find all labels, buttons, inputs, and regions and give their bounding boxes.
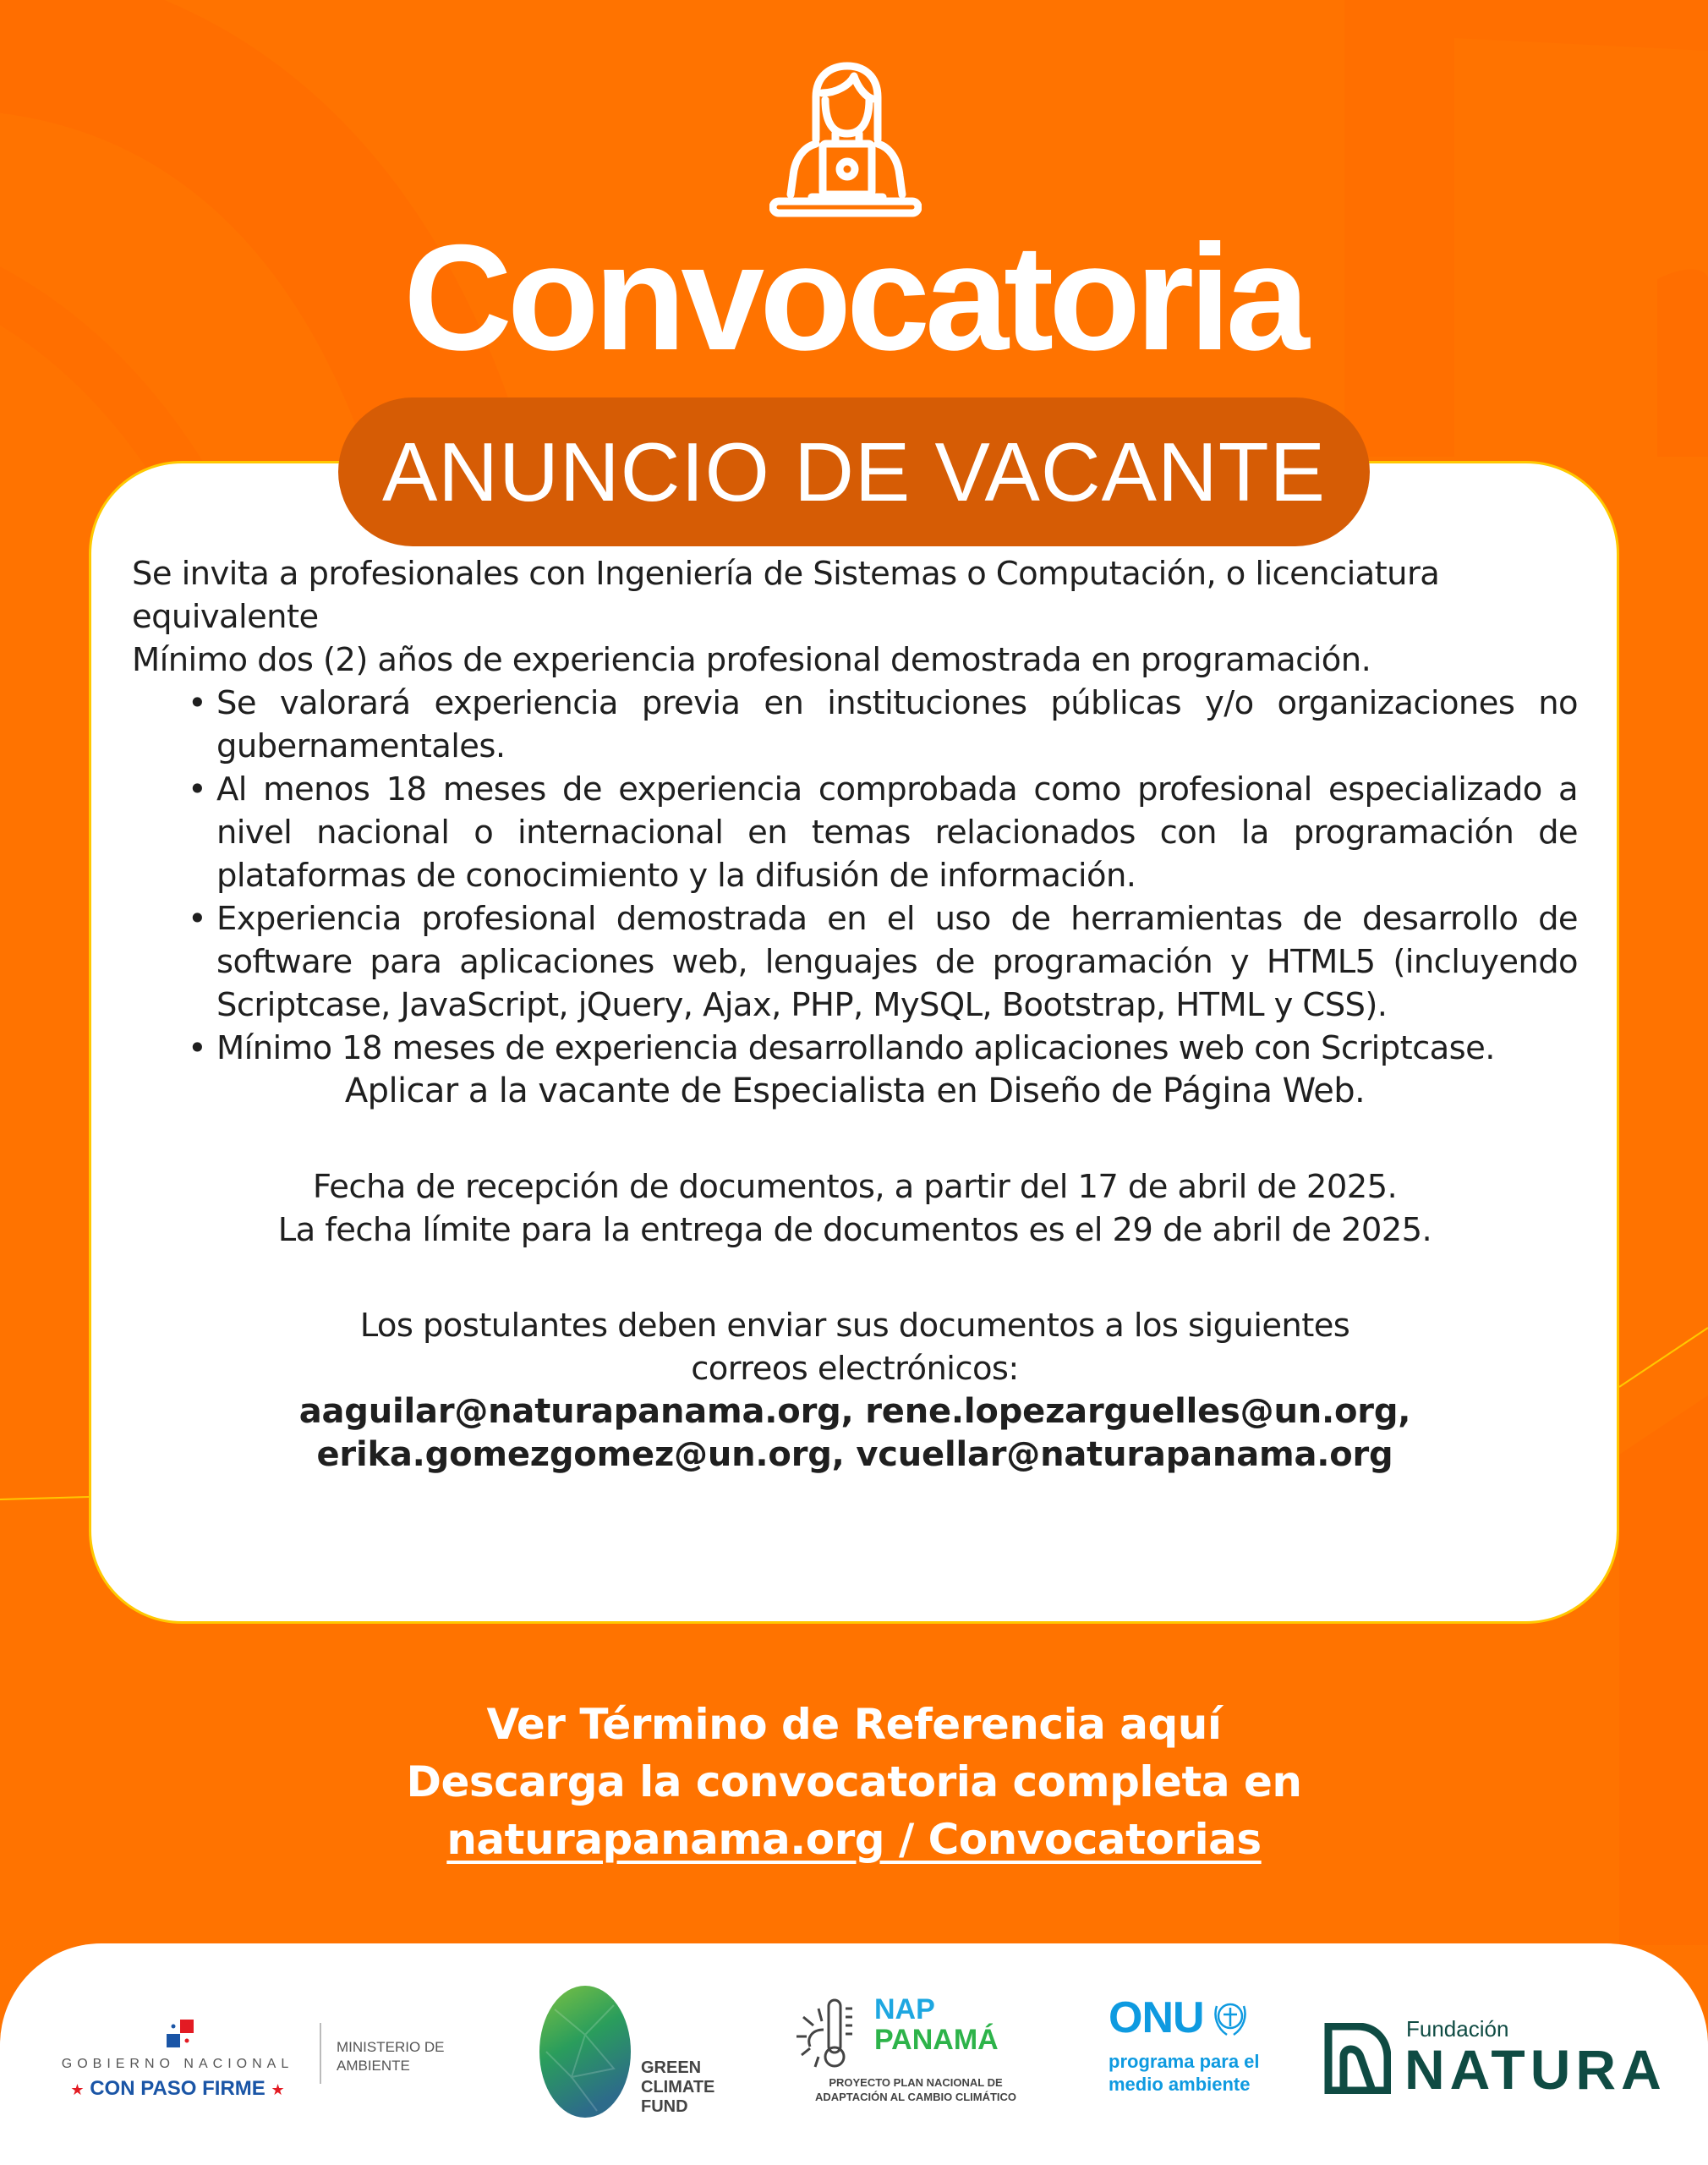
onu-title: ONU: [1109, 1993, 1204, 2042]
page-title: Convocatoria: [403, 213, 1305, 381]
emails-line2[interactable]: erika.gomezgomez@un.org, vcuellar@naturapanama.org: [316, 1435, 1393, 1474]
nap-title: NAP PANAMÁ: [874, 1993, 999, 2056]
fundacion-natura-logo: [1323, 2011, 1667, 2101]
requirement-item: • Mínimo 18 meses de experiencia desarrollando aplicaciones web con Scriptcase.: [184, 1027, 1578, 1070]
star-icon: ★: [70, 2081, 85, 2098]
ministerio-text: MINISTERIO DE AMBIENTE: [337, 2039, 445, 2074]
vacancy-card: [89, 461, 1619, 1624]
gobierno-nacional-logo: [51, 2020, 474, 2113]
reception-date: Fecha de recepción de documentos, a partir del 17 de abril de 2025.: [312, 1168, 1398, 1206]
onu-subtitle: programa para el medio ambiente: [1109, 2051, 1260, 2095]
green-climate-fund-logo: [538, 1984, 724, 2128]
links-section: [0, 1696, 1708, 1868]
onu-environment-logo: [1103, 1994, 1273, 2113]
star-icon: ★: [271, 2081, 285, 2098]
partner-logos-footer: [0, 1943, 1708, 2165]
experience-text: Mínimo dos (2) años de experiencia profesional demostrada en programación.: [132, 641, 1371, 679]
thermometer-sun-icon: [793, 1996, 869, 2072]
send-text-line1: Los postulantes deben enviar sus documentos a los siguientes: [359, 1307, 1350, 1345]
download-text: Descarga la convocatoria completa en: [406, 1757, 1302, 1806]
panama-flag-icon: [165, 2020, 195, 2048]
requirement-item: • Se valorará experiencia previa en instituciones públicas y/o organizaciones no gubernamentales.: [184, 682, 1578, 768]
gobierno-slogan: CON PASO FIRME: [90, 2077, 266, 2100]
gobierno-line1: GOBIERNO NACIONAL: [61, 2057, 294, 2071]
nap-subtitle: PROYECTO PLAN NACIONAL DE ADAPTACIÓN AL CAMBIO CLIMÁTICO: [814, 2076, 1017, 2103]
un-emblem-icon: [1212, 1998, 1249, 2038]
vacancy-badge: ANUNCIO DE VACANTE: [338, 397, 1370, 546]
gcf-globe-icon: [538, 1984, 635, 2119]
apply-text: Aplicar a la vacante de Especialista en Diseño de Página Web.: [344, 1072, 1366, 1110]
requirement-item: • Al menos 18 meses de experiencia comprobada como profesional especializado a nivel nacional o internacional en temas relacionados con la programación de plataformas de conocimiento y la difusión de información.: [184, 768, 1578, 897]
gcf-text: GREEN CLIMATE FUND: [641, 2058, 715, 2116]
natura-small-text: Fundación: [1406, 2016, 1509, 2042]
convocatorias-link[interactable]: naturapanama.org / Convocatorias: [446, 1815, 1262, 1864]
requirement-item: • Experiencia profesional demostrada en el uso de herramientas de desarrollo de software para aplicaciones web, lenguajes de programación y HTML5 (incluyendo Scriptcase, JavaScript, jQuery, Ajax, PHP, MySQL, Bootstrap, HTML y CSS).: [184, 897, 1578, 1027]
send-text-line2: correos electrónicos:: [691, 1350, 1019, 1388]
dates-block: [132, 1165, 1578, 1252]
natura-leaf-icon: [1323, 2023, 1391, 2094]
requirements-list: [184, 682, 1578, 1070]
natura-big-text: NATURA: [1404, 2038, 1667, 2101]
vacancy-details: [132, 552, 1578, 1477]
gobierno-line2: [51, 2077, 304, 2101]
deadline-date: La fecha límite para la entrega de documentos es el 29 de abril de 2025.: [277, 1211, 1432, 1249]
nap-panama-logo: [793, 1994, 1038, 2138]
terms-link[interactable]: Ver Término de Referencia aquí: [486, 1700, 1222, 1749]
logo-divider: [320, 2023, 321, 2084]
person-at-laptop-icon: [769, 59, 922, 220]
emails-line1[interactable]: aaguilar@naturapanama.org, rene.lopezarguelles@un.org,: [298, 1392, 1411, 1431]
intro-text: Se invita a profesionales con Ingeniería de Sistemas o Computación, o licenciatura equivalente: [132, 555, 1440, 636]
send-instructions: [132, 1304, 1578, 1477]
